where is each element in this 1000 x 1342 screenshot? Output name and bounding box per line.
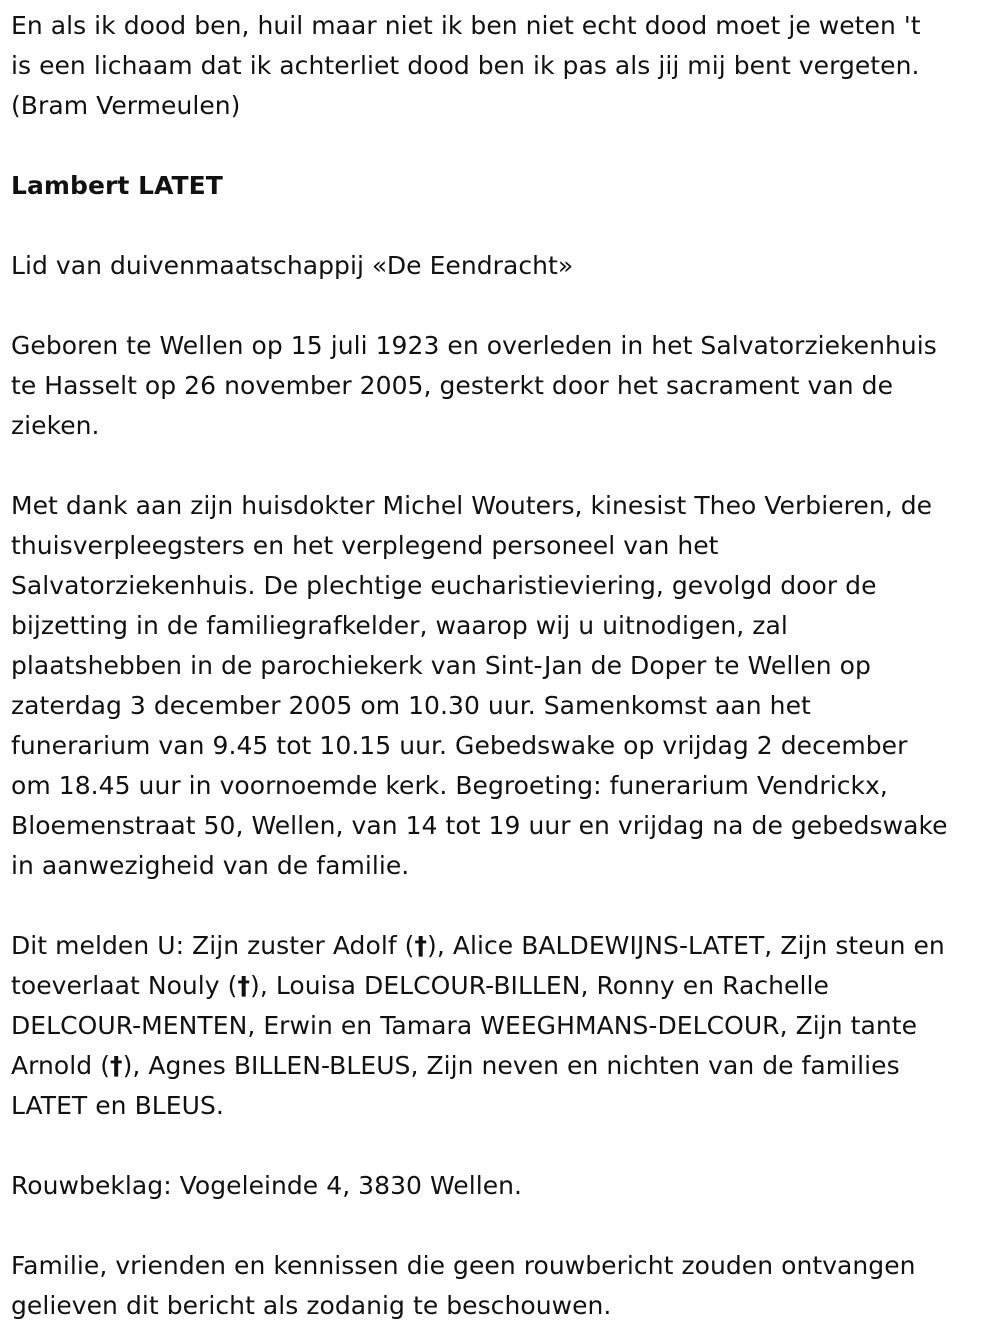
text-line: DELCOUR-MENTEN, Erwin en Tamara WEEGHMANS-DELCOUR, Zijn tante: [11, 1011, 918, 1040]
text-line: gelieven dit bericht als zodanig te beschouwen.: [11, 1291, 612, 1320]
birth-death-paragraph: [11, 326, 990, 446]
text-line: [11, 966, 990, 1006]
cross-icon: †: [110, 1051, 123, 1080]
text-line: funerarium van 9.45 tot 10.15 uur. Gebedswake op vrijdag 2 december: [11, 731, 908, 760]
text-segment: Arnold (: [11, 1051, 110, 1080]
text-line: [11, 926, 990, 966]
quote-line: is een lichaam dat ik achterliet dood ben ik pas als jij mij bent vergeten.: [11, 51, 920, 80]
text-line: Salvatorziekenhuis. De plechtige eucharistieviering, gevolgd door de: [11, 571, 877, 600]
membership-text: Lid van duivenmaatschappij «De Eendracht»: [11, 251, 574, 280]
cross-icon: †: [237, 971, 251, 1000]
text-line: in aanwezigheid van de familie.: [11, 851, 410, 880]
text-line: thuisverpleegsters en het verplegend personeel van het: [11, 531, 719, 560]
text-segment: Dit melden U: Zijn zuster Adolf (: [11, 931, 415, 960]
announcement-paragraph: [11, 926, 990, 1126]
text-line: Met dank aan zijn huisdokter Michel Wouters, kinesist Theo Verbieren, de: [11, 491, 933, 520]
text-line: [11, 1046, 990, 1086]
text-line: LATET en BLEUS.: [11, 1091, 224, 1120]
condolence-address: Rouwbeklag: Vogeleinde 4, 3830 Wellen.: [11, 1171, 523, 1200]
ceremony-paragraph: [11, 486, 990, 886]
text-line: zieken.: [11, 411, 100, 440]
text-segment: ), Agnes BILLEN-BLEUS, Zijn neven en nichten van de families: [122, 1051, 900, 1080]
closing-paragraph: [11, 1246, 990, 1326]
text-line: Geboren te Wellen op 15 juli 1923 en overleden in het Salvatorziekenhuis: [11, 331, 937, 360]
text-segment: toeverlaat Nouly (: [11, 971, 238, 1000]
text-line: te Hasselt op 26 november 2005, gesterkt door het sacrament van de: [11, 371, 893, 400]
text-line: om 18.45 uur in voornoemde kerk. Begroeting: funerarium Vendrickx,: [11, 771, 888, 800]
quote-paragraph: [11, 6, 990, 126]
text-line: Bloemenstraat 50, Wellen, van 14 tot 19 uur en vrijdag na de gebedswake: [11, 811, 948, 840]
deceased-name: Lambert LATET: [11, 171, 223, 200]
text-segment: ), Alice BALDEWIJNS-LATET, Zijn steun en: [427, 931, 945, 960]
quote-line: En als ik dood ben, huil maar niet ik ben niet echt dood moet je weten 't: [11, 11, 921, 40]
text-line: Familie, vrienden en kennissen die geen rouwbericht zouden ontvangen: [11, 1251, 916, 1280]
cross-icon: †: [414, 931, 428, 960]
text-segment: ), Louisa DELCOUR-BILLEN, Ronny en Rachelle: [250, 971, 829, 1000]
text-line: bijzetting in de familiegrafkelder, waarop wij u uitnodigen, zal: [11, 611, 788, 640]
text-line: plaatshebben in de parochiekerk van Sint-Jan de Doper te Wellen op: [11, 651, 871, 680]
text-line: zaterdag 3 december 2005 om 10.30 uur. Samenkomst aan het: [11, 691, 811, 720]
quote-author: (Bram Vermeulen): [11, 91, 241, 120]
